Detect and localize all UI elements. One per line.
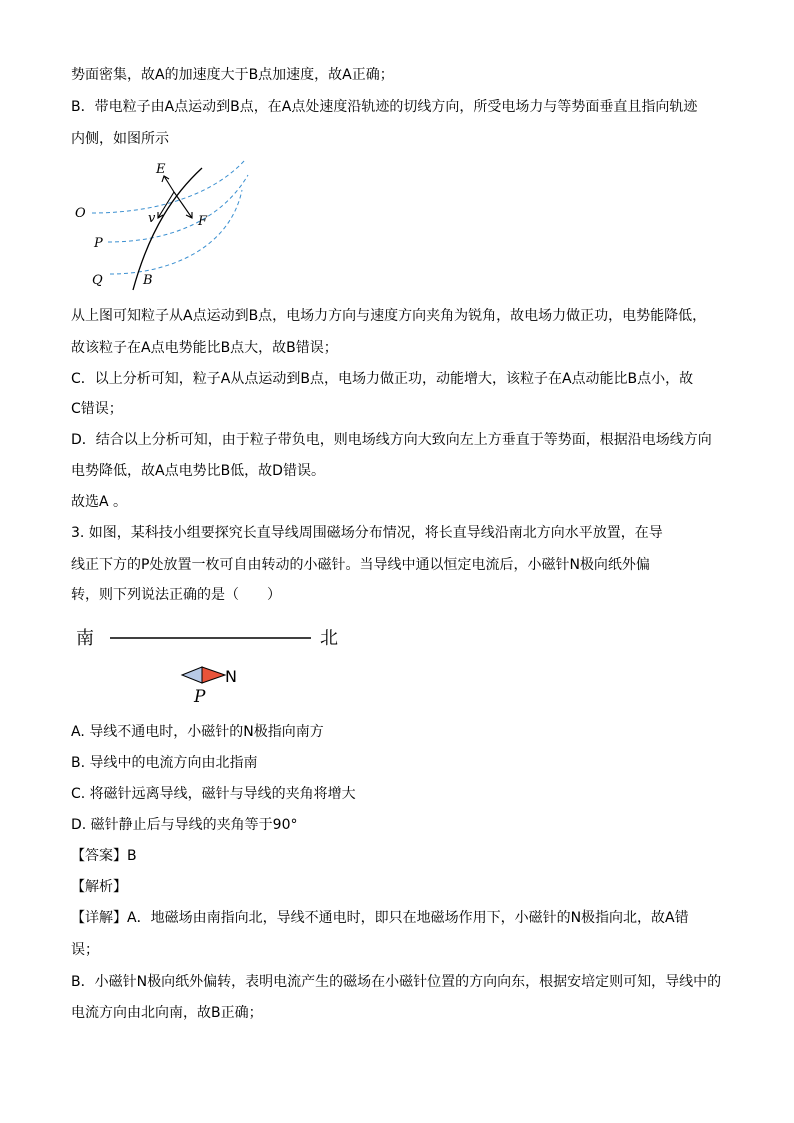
option-d: D. 磁针静止后与导线的夹角等于90° <box>71 817 298 833</box>
label-o: O <box>75 206 86 221</box>
label-south: 南 <box>76 628 94 649</box>
label-v: v <box>148 211 156 226</box>
question-text: 3. 如图，某科技小组要探究长直导线周围磁场分布情况，将长直导线沿南北方向水平放置，在导 <box>71 525 663 541</box>
paragraph-line: C．以上分析可知，粒子A从点运动到B点，电场力做正功，动能增大，该粒子在A点动能比B点小，故 <box>71 371 694 387</box>
paragraph-line: 电势降低，故A点电势比B低，故D错误。 <box>71 463 325 479</box>
equipotential-line-p <box>108 175 248 242</box>
paragraph-line: 从上图可知粒子从A点运动到B点，电场力方向与速度方向夹角为锐角，故电场力做正功，电势能降低， <box>71 308 707 324</box>
option-c: C. 将磁针远离导线，磁针与导线的夹角将增大 <box>71 786 356 802</box>
velocity-arrow <box>158 192 174 218</box>
equipotential-line-o <box>92 160 245 213</box>
label-b: B <box>143 273 153 288</box>
equipotential-lines <box>92 160 248 274</box>
analysis-heading: 【解析】 <box>71 879 127 895</box>
paragraph-line: 故选A 。 <box>71 494 128 510</box>
label-e: E <box>156 162 166 177</box>
label-f: F <box>198 214 208 229</box>
question-text: 转，则下列说法正确的是（ ） <box>71 587 281 603</box>
label-p: P <box>194 687 206 707</box>
trajectory-curve <box>133 168 202 290</box>
detail-text: B．小磁针N极向纸外偏转，表明电流产生的磁场在小磁针位置的方向向东，根据安培定则可知，导线中的 <box>71 974 722 990</box>
detail-text: 误； <box>71 942 99 958</box>
paragraph-line: C错误； <box>71 401 123 417</box>
needle-south-half <box>182 667 202 683</box>
vectors <box>158 176 192 218</box>
equipotential-line-q <box>110 190 242 274</box>
question-text: 线正下方的P处放置一枚可自由转动的小磁针。当导线中通以恒定电流后，小磁针N极向纸外偏 <box>71 557 650 573</box>
electric-field-figure <box>70 158 260 298</box>
paragraph-line: D．结合以上分析可知，由于粒子带负电，则电场线方向大致向左上方垂直于等势面，根据沿电场线方向 <box>71 432 712 448</box>
paragraph-line: 内侧，如图所示 <box>71 131 169 147</box>
paragraph-line: 故该粒子在A点电势能比B点大，故B错误； <box>71 340 338 356</box>
paragraph-line: 势面密集，故A的加速度大于B点加速度，故A正确； <box>71 67 394 83</box>
label-q: Q <box>92 273 103 288</box>
label-p: P <box>94 236 103 251</box>
compass-wire-figure <box>74 622 354 712</box>
detail-text: 电流方向由北向南，故B正确； <box>71 1005 263 1021</box>
label-north: 北 <box>320 628 338 649</box>
needle-north-half <box>202 667 225 683</box>
force-arrow <box>174 192 192 218</box>
paragraph-line: B．带电粒子由A点运动到B点，在A点处速度沿轨迹的切线方向，所受电场力与等势面垂直且指向轨迹 <box>71 99 698 115</box>
label-n: N <box>225 667 237 686</box>
detail-text: 【详解】A．地磁场由南指向北，导线不通电时，即只在地磁场作用下，小磁针的N极指向北，故A错 <box>71 910 689 926</box>
answer: 【答案】B <box>71 848 137 864</box>
option-b: B. 导线中的电流方向由北指南 <box>71 755 258 771</box>
option-a: A. 导线不通电时，小磁针的N极指向南方 <box>71 724 324 740</box>
